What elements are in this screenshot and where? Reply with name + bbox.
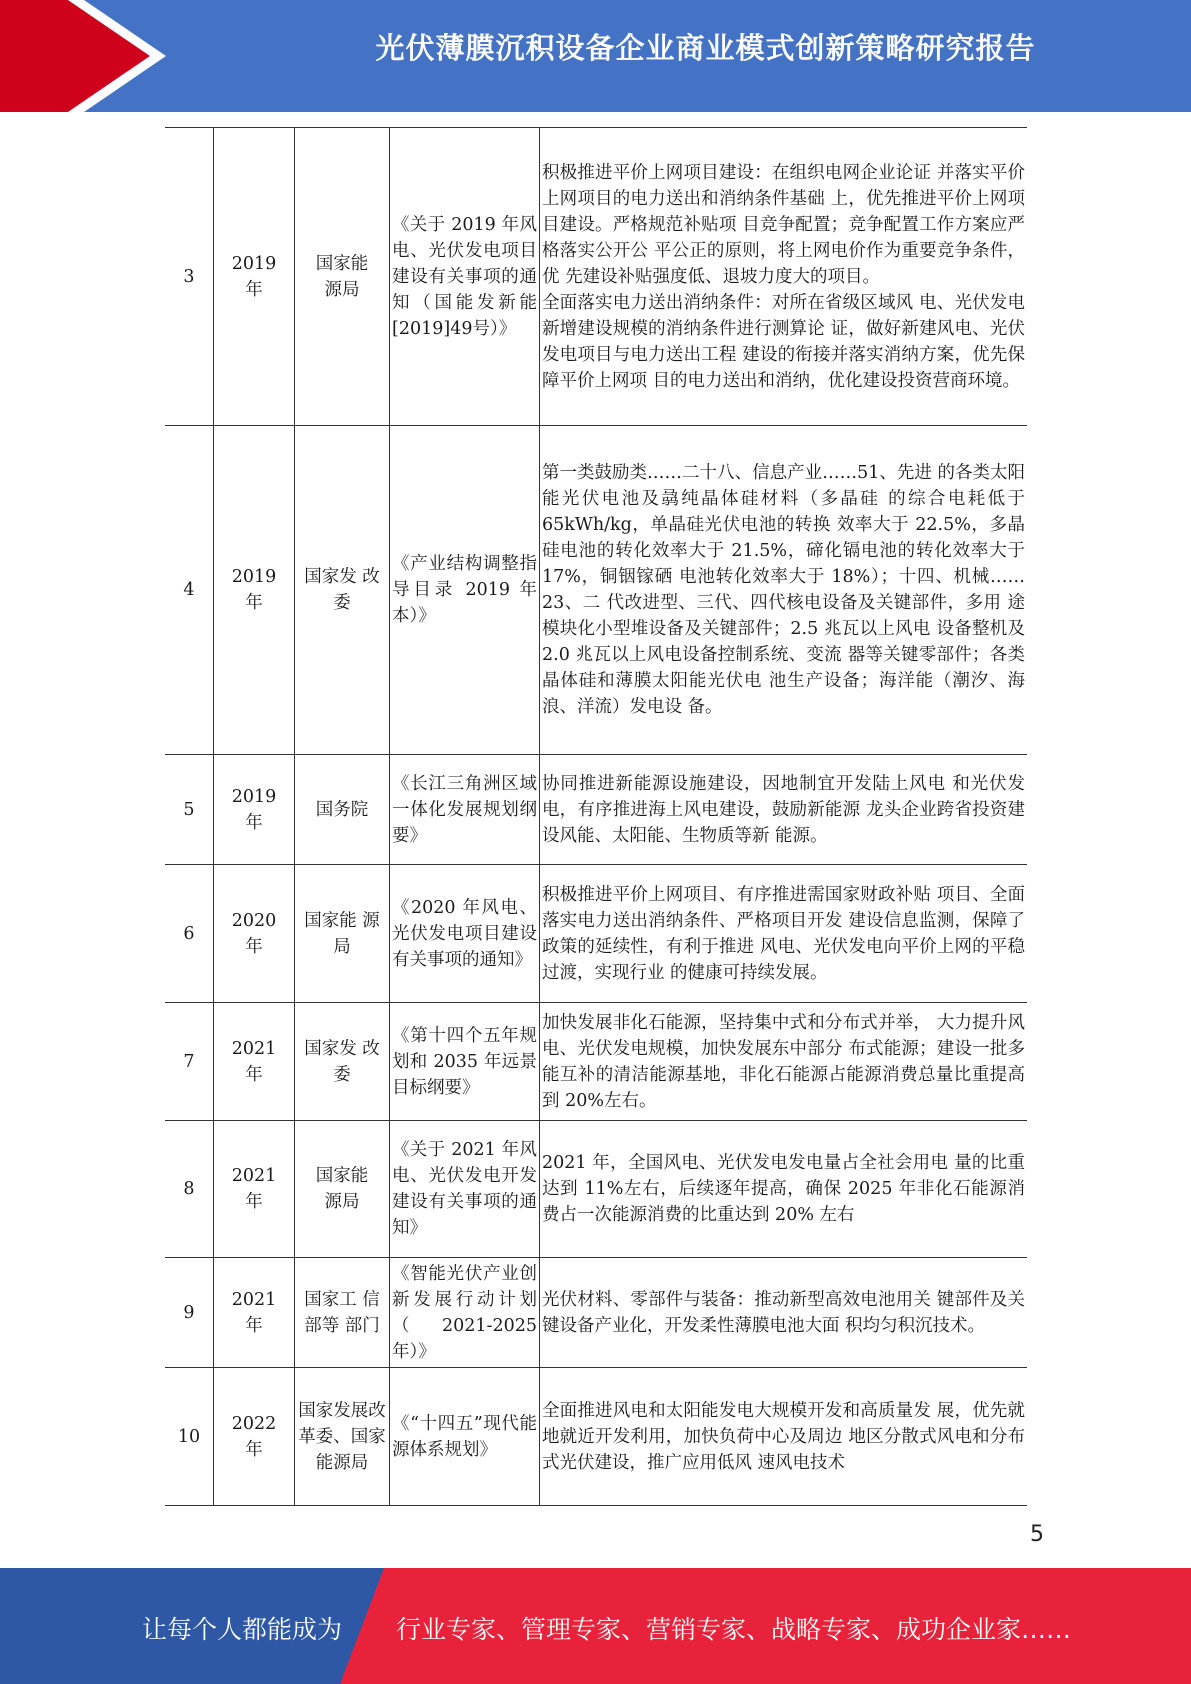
row-content: 协同推进新能源设施建设，因地制宜开发陆上风电 和光伏发电，有序推进海上风电建设，鼓励新能源 龙头企业跨省投资建设风能、太阳能、生物质等新 能源。 [540,755,1028,865]
row-number: 3 [165,128,214,426]
table-row [165,1003,1027,1121]
row-year: 2022 年 [214,1368,295,1506]
footer-slogan-right: 行业专家、管理专家、营销专家、战略专家、成功企业家…… [396,1615,1072,1644]
row-department: 国家发 改委 [295,1003,390,1121]
report-title: 光伏薄膜沉积设备企业商业模式创新策略研究报告 [375,31,1036,65]
row-department: 国家能 源局 [295,865,390,1003]
row-content: 加快发展非化石能源，坚持集中式和分布式并举， 大力提升风电、光伏发电规模，加快发展东中部分 布式能源；建设一批多能互补的清洁能源基地，非化石能源占能源消费总量比重提高到 20%左右。 [540,1003,1028,1121]
table-row [165,128,1027,426]
row-year: 2019 年 [214,426,295,755]
row-document: 《智能光伏产业创新发展行动计划（2021-2025 年）》 [390,1258,540,1368]
row-department: 国家发 改委 [295,426,390,755]
row-content: 积极推进平价上网项目建设：在组织电网企业论证 并落实平价上网项目的电力送出和消纳条件基础 上，优先推进平价上网项目建设。严格规范补贴项 目竞争配置；竞争配置工作方案应严格落实公开公 平公正的原则，将上网电价作为重要竞争条件，优 先建设补贴强度低、退坡力度大的项目。 全面落实电力送出消纳条件：对所在省级区域风 电、光伏发电新增建设规模的消纳条件进行测算论 证，做好新建风电、光伏发电项目与电力送出工程 建设的衔接并落实消纳方案，优先保障平价上网项 目的电力送出和消纳，优化建设投资营商环境。 [540,128,1028,426]
row-year: 2021 年 [214,1003,295,1121]
row-content: 全面推进风电和太阳能发电大规模开发和高质量发 展，优先就地就近开发利用，加快负荷中心及周边 地区分散式风电和分布式光伏建设，推广应用低风 速风电技术 [540,1368,1028,1506]
row-document: 《长江三角洲区域一体化发展规划纲要》 [390,755,540,865]
row-year: 2021 年 [214,1258,295,1368]
row-number: 7 [165,1003,214,1121]
row-content: 2021 年，全国风电、光伏发电发电量占全社会用电 量的比重达到 11%左右，后续逐年提高，确保 2025 年非化石能源消费占一次能源消费的比重达到 20% 左右 [540,1121,1028,1258]
table-row [165,755,1027,865]
row-department: 国务院 [295,755,390,865]
page-number: 5 [1030,1522,1044,1547]
row-content: 第一类鼓励类……二十八、信息产业……51、先进 的各类太阳能光伏电池及骉纯晶体硅材料（多晶硅 的综合电耗低于 65kWh/kg，单晶硅光伏电池的转换 效率大于 22.5%，多晶硅电池的转化效率大于 21.5%，碲化镉电池的转化效率大于 17%，铜铟镓硒 电池转化效率大于 18%）；十四、机械……23、二 代改进型、三代、四代核电设备及关键部件，多用 途模块化小型堆设备及关键部件；2.5 兆瓦以上风电 设备整机及 2.0 兆瓦以上风电设备控制系统、变流 器等关键零部件；各类晶体硅和薄膜太阳能光伏电 池生产设备；海洋能（潮汐、海浪、洋流）发电设 备。 [540,426,1028,755]
table-row [165,1121,1027,1258]
row-department: 国家工 信部等 部门 [295,1258,390,1368]
header-arrow-decoration [0,0,230,112]
row-department: 国家发展改革委、国家能源局 [295,1368,390,1506]
row-year: 2019 年 [214,128,295,426]
footer-slogan-left: 让每个人都能成为 [142,1615,343,1644]
row-number: 4 [165,426,214,755]
row-content: 积极推进平价上网项目、有序推进需国家财政补贴 项目、全面落实电力送出消纳条件、严格项目开发 建设信息监测，保障了政策的延续性，有利于推进 风电、光伏发电向平价上网的平稳过渡，实现行业 的健康可持续发展。 [540,865,1028,1003]
row-year: 2020 年 [214,865,295,1003]
row-year: 2019 年 [214,755,295,865]
row-document: 《关于 2021 年风电、光伏发电开发建设有关事项的通 知》 [390,1121,540,1258]
page-header [0,0,1191,112]
policy-table [165,127,1027,1506]
table-row [165,865,1027,1003]
table-row [165,426,1027,755]
row-number: 8 [165,1121,214,1258]
row-document: 《第十四个五年规划和 2035 年远景目标纲要》 [390,1003,540,1121]
row-number: 10 [165,1368,214,1506]
page-footer [0,1568,1191,1684]
row-number: 9 [165,1258,214,1368]
row-year: 2021 年 [214,1121,295,1258]
row-document: 《产业结构调整指导目录 2019 年本）》 [390,426,540,755]
row-content: 光伏材料、零部件与装备：推动新型高效电池用关 键部件及关键设备产业化，开发柔性薄膜电池大面 积均匀积沉技术。 [540,1258,1028,1368]
row-document: 《“十四五”现代能源体系规划》 [390,1368,540,1506]
row-department: 国家能 源局 [295,1121,390,1258]
row-number: 5 [165,755,214,865]
table-row [165,1258,1027,1368]
row-document: 《2020 年风电、光伏发电项目建设有关事项的通知》 [390,865,540,1003]
row-department: 国家能 源局 [295,128,390,426]
row-document: 《关于 2019 年风电、光伏发电项目建设有关事项的通知（国能发新能[2019]49号）》 [390,128,540,426]
table-row [165,1368,1027,1506]
row-number: 6 [165,865,214,1003]
